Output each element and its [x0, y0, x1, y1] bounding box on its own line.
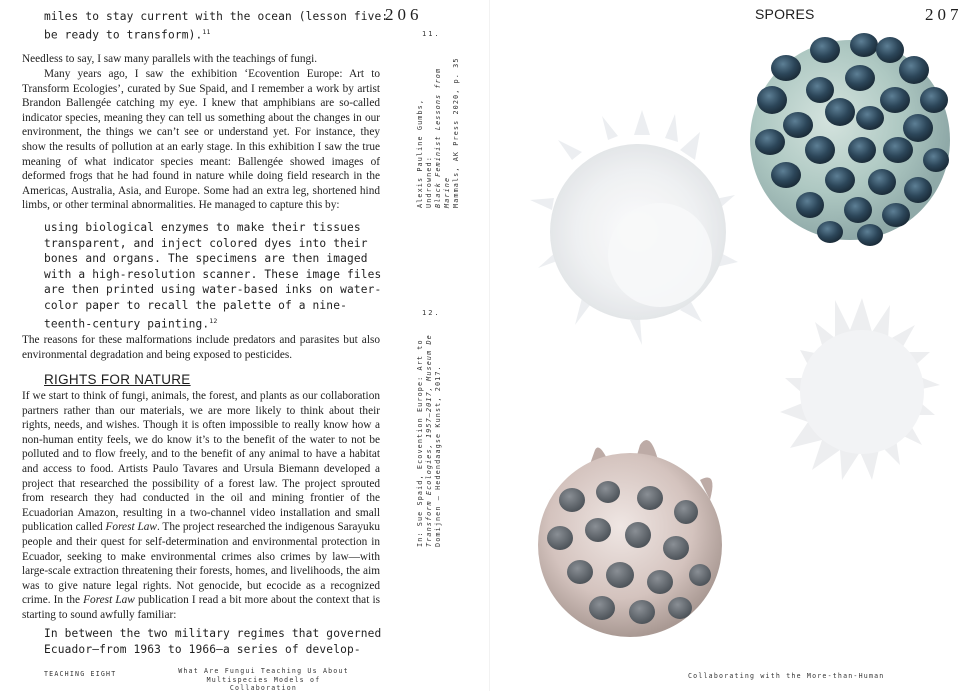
white-spiky-spore	[780, 298, 940, 480]
quote-bottom-line: In between the two military regimes that governed	[44, 627, 382, 640]
pale-spore-rays	[530, 110, 738, 345]
spores-illustration	[490, 0, 980, 691]
footnote-12: In: Sue Spaid, Ecovention Europe: Art to Transform Ecologies, 1957–2017, Museum De Domijnen – Hedendaagse Kunst, 2017.	[416, 334, 442, 547]
title-forest-law: Forest Law	[83, 594, 135, 607]
quote-mid-line: with a high-resolution scanner. These image files	[44, 267, 382, 281]
page-number-right: 207	[925, 5, 963, 24]
page-number-left: 206	[385, 5, 423, 24]
left-page	[0, 0, 490, 691]
quote-bottom-line: Ecuador—from 1963 to 1966—a series of develop-	[44, 642, 361, 656]
quote-top-line: miles to stay current with the ocean (lesson five:	[44, 10, 389, 23]
footnote-ref: 12	[209, 316, 218, 325]
running-footer-right: Collaborating with the More-than-Human	[688, 672, 885, 680]
quote-bottom	[44, 626, 381, 657]
body-paragraph-1: Needless to say, I saw many parallels with the teachings of fungi.	[22, 53, 318, 65]
pink-horned-spore	[538, 440, 722, 637]
teal-dotted-spore	[750, 33, 950, 246]
section-title: SPORES	[755, 6, 815, 22]
running-footer-left: TEACHING EIGHT	[44, 670, 117, 678]
body-paragraph-3: The reasons for these malformations include predators and parasites but also environmental degradation and being exposed to pesticides.	[22, 334, 380, 361]
footnote-ref: 11	[202, 27, 211, 36]
right-page	[490, 0, 980, 691]
body-paragraph-4: If we start to think of fungi, animals, the forest, and plants as our collaboration partners rather than our materials, we are more likely to think about their rights, needs, and wishes. Though it is often impossible to really know how a non-human entity feels, we do know it’s to the benefit of the water to not be polluted and to flow freely, and to the benefit of any animal to have a habitat and access to food. Artists Paulo Tavares and Ursula Biemann developed a project that researched the possibility of a forest law. The project sprouted from research they had conducted in the oil and mining frontier of the Ecuadorian Amazon, resulting in a two-channel video installation and small publication called Forest Law. The project researched the indigenous Sarayuku people and their quest for self-determination and environmental protection in Ecuador, seeking to make environmental crimes also crimes by law—with large-scale extraction threatening their forests, homes, and livelihoods, the aim was to give nature legal rights. Not genocide, but ecocide as a recognized crime. In the Forest Law publication I read a bit more about the context that is starting to sound awfully familiar:	[22, 390, 380, 621]
quote-mid-line: color paper to recall the palette of a nine-	[44, 298, 347, 312]
body-paragraph-2: Many years ago, I saw the exhibition ‘Ecovention Europe: Art to Transform Ecologies’, curated by Sue Spaid, and I remember a work by artist Brandon Ballengée catching my eye. I knew that amphibians are so-called indicator species, meaning they can tell us something about the changes in our environment, the things we can’t see or understand yet. For instance, they show the results of pollution at an early stage. In this exhibition I saw the true meaning of what indicator species meant: Ballengée showed images of deformed frogs that he had found in nature while doing field research in the Americas, Australia, Asia, and Europe. Some had an extra leg, shortened hind limbs, or other terminal abnormalities. He managed to capture this by:	[22, 68, 380, 212]
section-heading: RIGHTS FOR NATURE	[44, 372, 191, 387]
quote-top-line: be ready to transform).$^{11}$	[44, 27, 211, 42]
footnote-11-number: 11.	[422, 30, 441, 38]
quote-middle	[44, 220, 381, 332]
quote-mid-line: using biological enzymes to make their tissues	[44, 221, 361, 234]
quote-mid-line: are then printed using water-based inks on water-	[44, 283, 382, 297]
footnote-11: Alexis Pauline Gumbs, Undrowned: Black Feminist Lessons from Marine Mammals, AK Press 2020, p. 35	[416, 57, 460, 208]
quote-mid-line: teenth-century painting.$^{12}$	[44, 316, 218, 331]
quote-mid-line: bones and organs. The specimens are then imaged	[44, 252, 368, 266]
footnote-12-number: 12.	[422, 309, 441, 317]
quote-mid-line: transparent, and inject colored dyes into their	[44, 236, 368, 250]
running-footer-title: What Are Fungui Teaching Us About Multispecies Models of Collaboration	[178, 667, 349, 692]
quote-top	[44, 9, 388, 43]
title-forest-law: Forest Law	[105, 521, 157, 534]
